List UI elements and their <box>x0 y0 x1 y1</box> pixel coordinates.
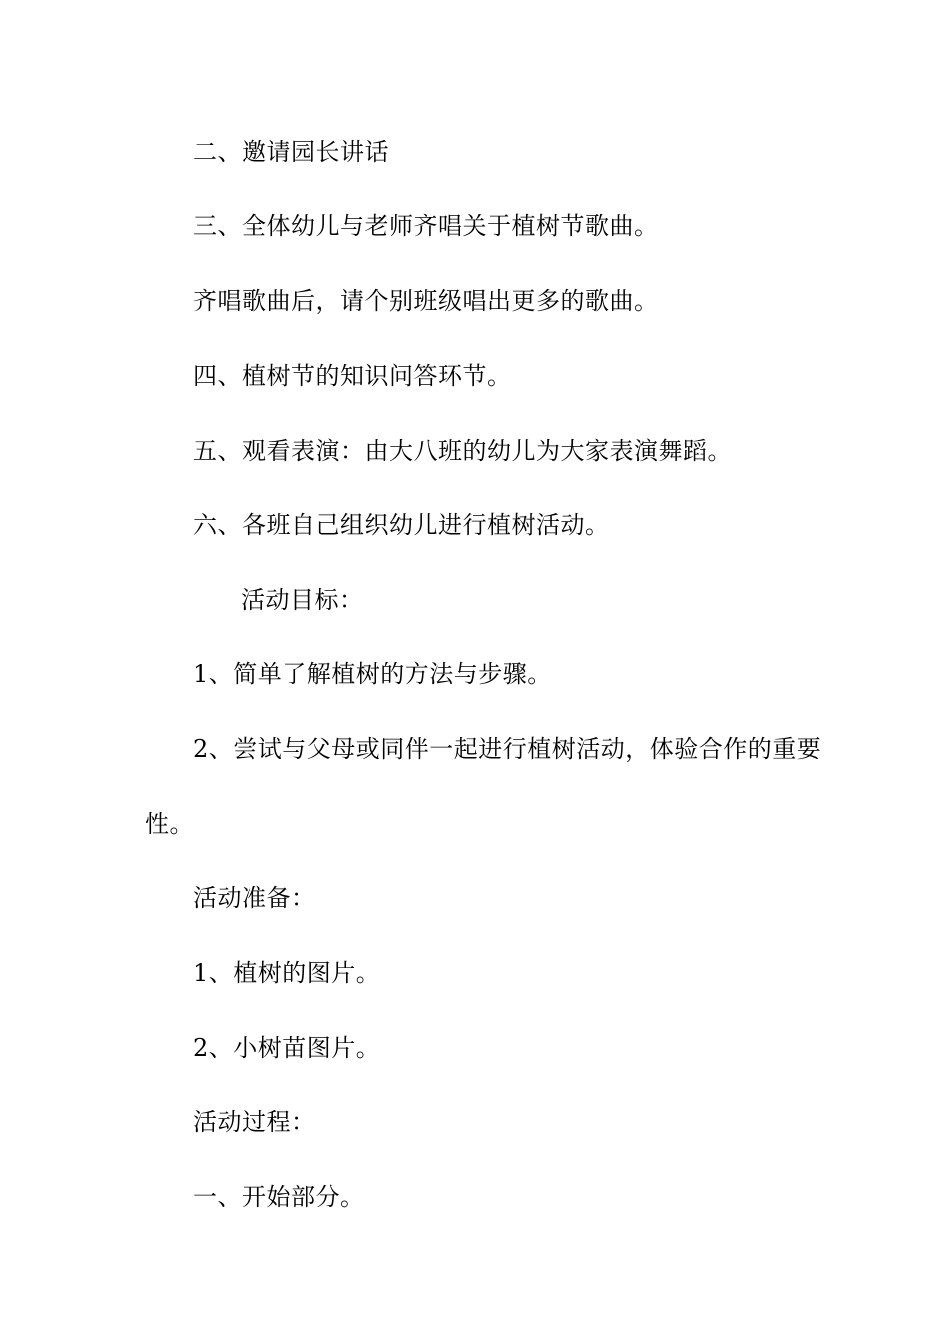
goal-item-1: 1、简单了解植树的方法与步骤。 <box>193 660 552 688</box>
paragraph-invite-principal: 二、邀请园长讲话 <box>193 138 389 166</box>
preparation-item-2: 2、小树苗图片。 <box>193 1034 381 1062</box>
process-item-1: 一、开始部分。 <box>193 1183 365 1211</box>
section-heading-process: 活动过程： <box>193 1108 316 1136</box>
paragraph-quiz: 四、植树节的知识问答环节。 <box>193 362 512 390</box>
paragraph-class-songs: 齐唱歌曲后，请个别班级唱出更多的歌曲。 <box>193 287 659 315</box>
goal-item-2: 2、尝试与父母或同伴一起进行植树活动，体验合作的重要 <box>193 735 822 763</box>
preparation-item-1: 1、植树的图片。 <box>193 959 381 987</box>
section-heading-goals: 活动目标： <box>241 586 364 614</box>
goal-item-2-continued: 性。 <box>145 810 194 838</box>
paragraph-planting-activity: 六、各班自己组织幼儿进行植树活动。 <box>193 511 610 539</box>
section-heading-preparation: 活动准备： <box>193 884 316 912</box>
paragraph-sing-together: 三、全体幼儿与老师齐唱关于植树节歌曲。 <box>193 212 659 240</box>
paragraph-performance: 五、观看表演：由大八班的幼儿为大家表演舞蹈。 <box>193 437 732 465</box>
